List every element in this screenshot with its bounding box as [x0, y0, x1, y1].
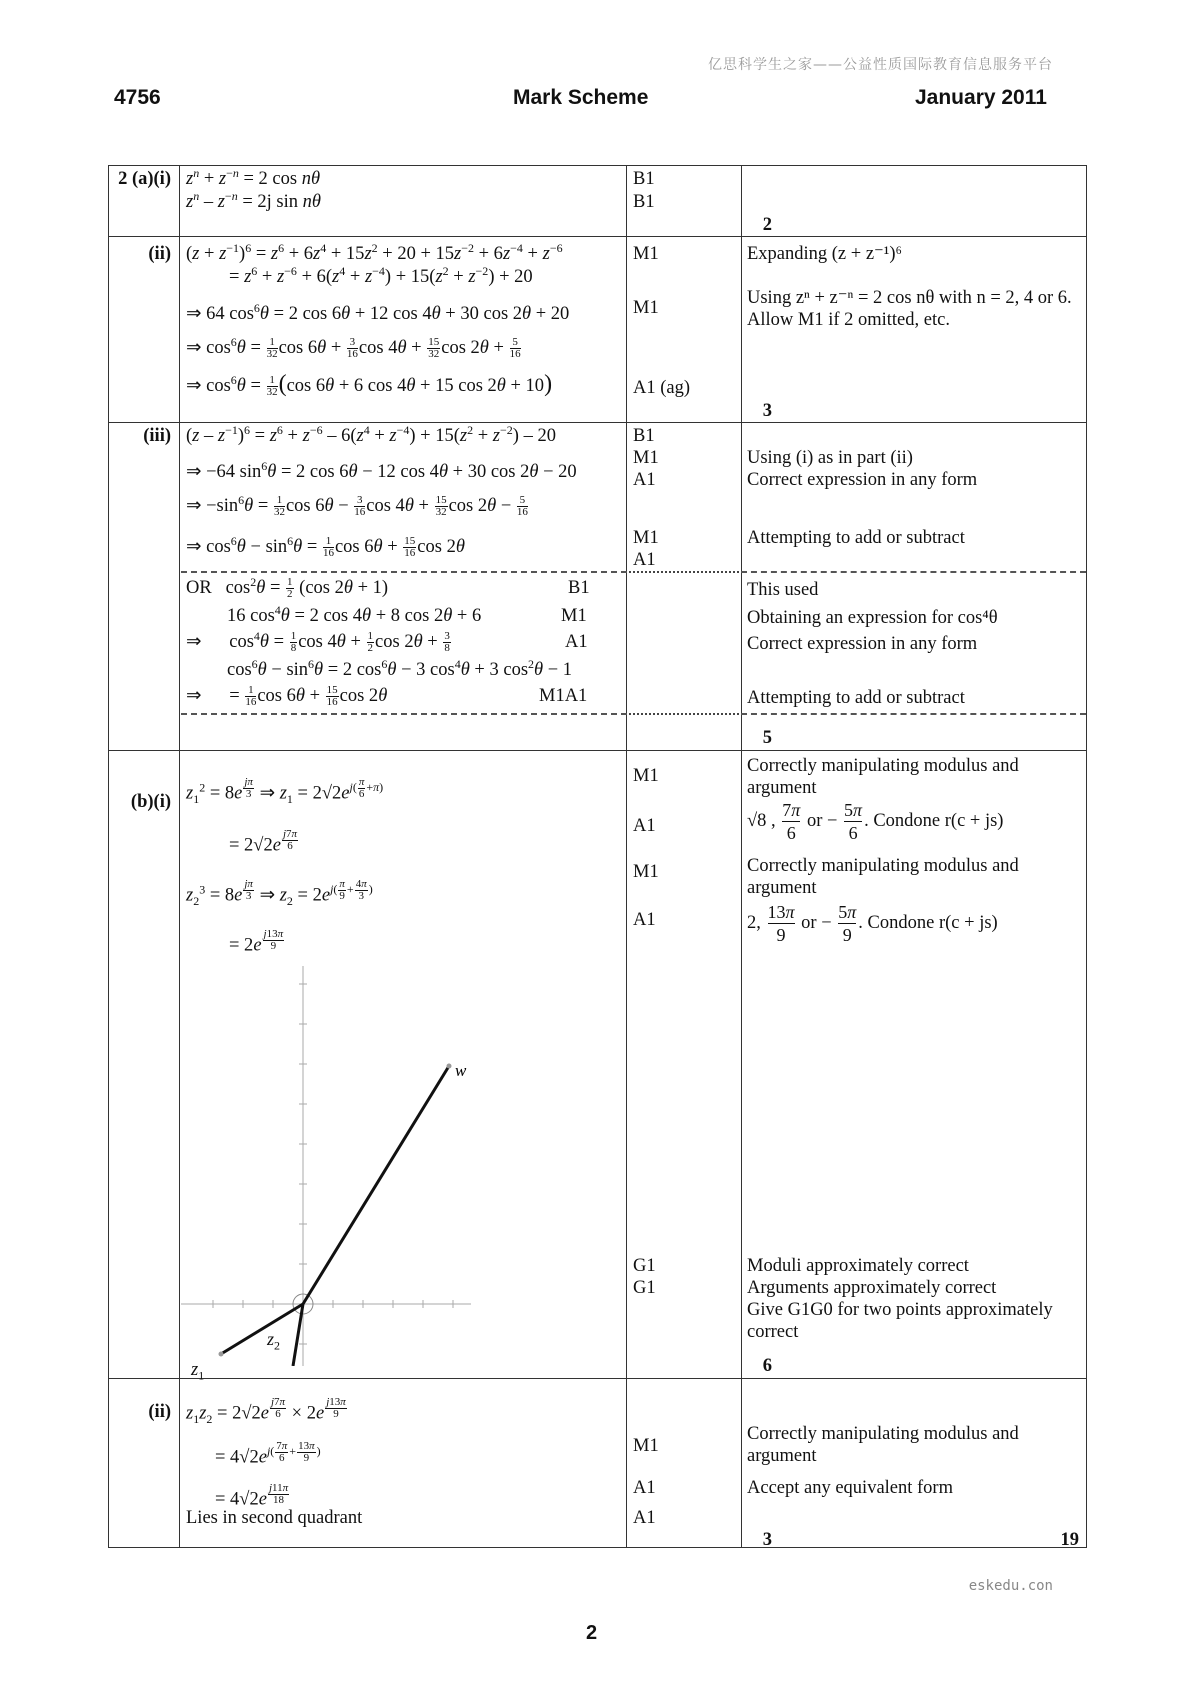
comment: Correctly manipulating modulus and argument	[747, 756, 1019, 798]
comment: Give G1G0 for two points approximately correct	[747, 1300, 1053, 1342]
answer-line: = 2√2e $^{\frac{j7\pi}{6}}$	[229, 828, 298, 856]
answer-line: $z_2^3 = 8e$ $^{\frac{j\pi}{3}}$ ⇒ $z_2 = 2e^{j( \frac{\pi}{9} + \frac{4\pi}{3} )}$	[186, 878, 373, 909]
part-label: (b)(i)	[130, 792, 171, 812]
mark: A1	[633, 1478, 656, 1498]
answer-line: ⇒ −64 $\sin^6\theta = 2$ cos 6θ − 12 cos 4θ + 30 cos 2θ − 20	[186, 458, 577, 482]
comment: 2, $\frac{13\pi}{9}$ or − $\frac{5\pi}{9}$ . Condone r(c + js)	[747, 902, 998, 945]
divider	[181, 713, 627, 715]
mark: M1	[633, 298, 659, 318]
mark: M1	[633, 1436, 659, 1456]
footer-site: eskedu.con	[968, 1578, 1053, 1594]
z2-vector	[293, 1304, 303, 1366]
divider	[629, 571, 739, 573]
mark-total: 2	[762, 215, 772, 235]
w-point	[447, 1064, 452, 1069]
mark-total: 6	[762, 1356, 772, 1376]
answer-line: = $z^6 + z^{-6} + 6(z^4 + z^{-4}) + 15(z^2 + z^{-2}) + 20$	[229, 263, 533, 287]
table-row	[109, 423, 1086, 751]
w-vector	[303, 1066, 449, 1304]
mark: A1	[633, 816, 656, 836]
comment: Correct expression in any form	[747, 470, 978, 490]
divider	[629, 713, 739, 715]
mark: A1	[633, 550, 656, 570]
condone-note: . Condone r(c + js)	[858, 912, 998, 933]
argand-diagram	[181, 966, 625, 1366]
table-row	[109, 751, 1086, 1383]
answer-line: ⇒ $\cos^6\theta$ = $\frac{1}{32}$ cos 6θ + $\frac{3}{16}$ cos 4θ + $\frac{15}{32}$ cos 2θ + $\frac{5}{16}$	[186, 334, 521, 361]
mark: A1	[565, 632, 588, 652]
mark: M1	[633, 528, 659, 548]
mark: A1	[633, 1508, 656, 1528]
mark: G1	[633, 1278, 656, 1298]
divider	[741, 571, 1086, 573]
comment: Obtaining an expression for cos⁴θ	[747, 608, 998, 628]
answer-line: $(z + z^{-1})^6 = z^6 + 6z^4 + 15z^2 + 20 + 15z^{-2} + 6z^{-4} + z^{-6}$	[186, 240, 563, 264]
axis-ticks	[213, 984, 453, 1344]
z1-vector	[221, 1304, 303, 1354]
answer-line: $z_1z_2 = 2√2e$ $^{\frac{j7\pi}{6}}$ × 2e $^{\frac{j13\pi}{9}}$	[186, 1396, 346, 1427]
comment: √8 , $\frac{7\pi}{6}$ or − $\frac{5\pi}{6}$ . Condone r(c + js)	[747, 800, 1004, 843]
divider	[741, 713, 1086, 715]
answer-line: $\cos^6\theta - \sin^6\theta = 2$ $\cos^6\theta - 3$ $\cos^4\theta + 3$ $\cos^2\theta - 1$	[227, 656, 573, 680]
answer-line: = 4√2e $^{\frac{j11\pi}{18}}$	[215, 1482, 289, 1510]
mark-total: 3	[762, 1530, 772, 1550]
mark: A1 (ag)	[633, 378, 691, 398]
comment: Attempting to add or subtract	[747, 528, 965, 548]
w-label: w	[455, 1061, 467, 1080]
or-word: OR	[186, 578, 212, 598]
answer-line: ⇒ $\cos^6\theta$ = $\frac{1}{32}$ (cos 6θ + 6 cos 4θ + 15 cos 2θ + 10)	[186, 371, 553, 399]
comment: Accept any equivalent form	[747, 1478, 953, 1498]
answer-line: $(z - z^{-1})^6 = z^6 + z^{-6} - 6(z^4 + z^{-4}) + 15(z^2 + z^{-2}) - 20$	[186, 422, 556, 446]
mark: B1	[633, 169, 655, 189]
answer-line: ⇒ $\cos^4\theta$ = $\frac{1}{8}$ cos 4θ + $\frac{1}{2}$ cos 2θ + $\frac{3}{8}$	[186, 628, 450, 655]
comment: Using (i) as in part (ii)	[747, 448, 913, 468]
part-label: (iii)	[143, 426, 171, 446]
mark-total: 3	[762, 401, 772, 421]
mark-total: 5	[762, 728, 772, 748]
answer-line: ⇒ $-\sin^6\theta$ = $\frac{1}{32}$ cos 6θ − $\frac{3}{16}$ cos 4θ + $\frac{15}{32}$ cos 2θ − $\frac{5}{16}$	[186, 492, 528, 519]
z1-label: $z_1$	[191, 1360, 205, 1383]
grand-total: 19	[1060, 1530, 1079, 1550]
comment: Arguments approximately correct	[747, 1278, 997, 1298]
answer-line: ⇒ $\cos^6\theta - \sin^6\theta$ = $\frac{1}{16}$ cos 6θ + $\frac{15}{16}$ cos 2θ	[186, 533, 465, 560]
table-row	[109, 166, 1086, 237]
part-label: (ii)	[148, 244, 171, 264]
axes	[181, 966, 471, 1366]
document-title: Mark Scheme	[513, 86, 649, 109]
answer-line: 16 $\cos^4\theta = 2$ cos 4θ + 8 cos 2θ + 6	[227, 602, 482, 626]
comment: Correctly manipulating modulus and argument	[747, 856, 1019, 898]
z2-label: $z_2$	[267, 1329, 281, 1353]
answer-line: $z^n + z^{-n} = 2$ cos nθ	[186, 165, 321, 189]
mark: B1	[633, 426, 655, 446]
table-row	[109, 1379, 1086, 1550]
mark: G1	[633, 1256, 656, 1276]
answer-line: = 2e $^{\frac{j13\pi}{9}}$	[229, 928, 284, 956]
answer-line: ⇒ 64 $\cos^6\theta = 2$ cos 6θ + 12 cos 4θ + 30 cos 2θ + 20	[186, 300, 570, 324]
answer-line: ⇒ = $\frac{1}{16}$ cos 6θ + $\frac{15}{16}$ cos 2θ	[186, 684, 388, 709]
conclusion: Lies in second quadrant	[186, 1508, 363, 1528]
comment: Correct expression in any form	[747, 634, 978, 654]
mark: A1	[633, 910, 656, 930]
mark: A1	[633, 470, 656, 490]
table-row	[109, 237, 1086, 423]
mark: M1A1	[539, 686, 588, 706]
answer-line: = $4√2e^{j( \frac{7\pi}{6} + \frac{13\pi}{9} )}$	[215, 1440, 321, 1468]
condone-note: . Condone r(c + js)	[864, 810, 1004, 831]
answer-line: $z^n - z^{-n} = 2j$ sin nθ	[186, 188, 321, 212]
mark: M1	[561, 606, 587, 626]
part-label: 2 (a)(i)	[118, 169, 171, 189]
comment: This used	[747, 580, 819, 600]
divider	[181, 571, 627, 573]
mark: B1	[568, 578, 590, 598]
mark: M1	[633, 862, 659, 882]
comment: Expanding (z + z⁻¹)⁶	[747, 244, 902, 264]
exam-date: January 2011	[915, 86, 1047, 109]
part-label: (ii)	[148, 1402, 171, 1422]
comment: Using zⁿ + z⁻ⁿ = 2 cos nθ with n = 2, 4 or 6. Allow M1 if 2 omitted, etc.	[747, 288, 1072, 330]
answer-line: $z_1^2 = 8e$ $^{\frac{j\pi}{3}}$ ⇒ $z_1 = 2√2e^{j( \frac{\pi}{6} +\pi)}$	[186, 776, 384, 807]
mark: M1	[633, 244, 659, 264]
comment: Correctly manipulating modulus and argument	[747, 1424, 1019, 1466]
answer-line: OR $\cos^2\theta$ = $\frac{1}{2}$ (cos 2θ + 1)	[186, 574, 389, 601]
comment: Attempting to add or subtract	[747, 688, 965, 708]
comment: Moduli approximately correct	[747, 1256, 969, 1276]
watermark: 亿思科学生之家——公益性质国际教育信息服务平台	[708, 57, 1053, 73]
paper-code: 4756	[114, 86, 161, 109]
mark-scheme-table	[108, 165, 1087, 1548]
mark: M1	[633, 766, 659, 786]
mark: M1	[633, 448, 659, 468]
z1-point	[219, 1352, 224, 1357]
page-number: 2	[586, 1622, 598, 1644]
mark: B1	[633, 192, 655, 212]
